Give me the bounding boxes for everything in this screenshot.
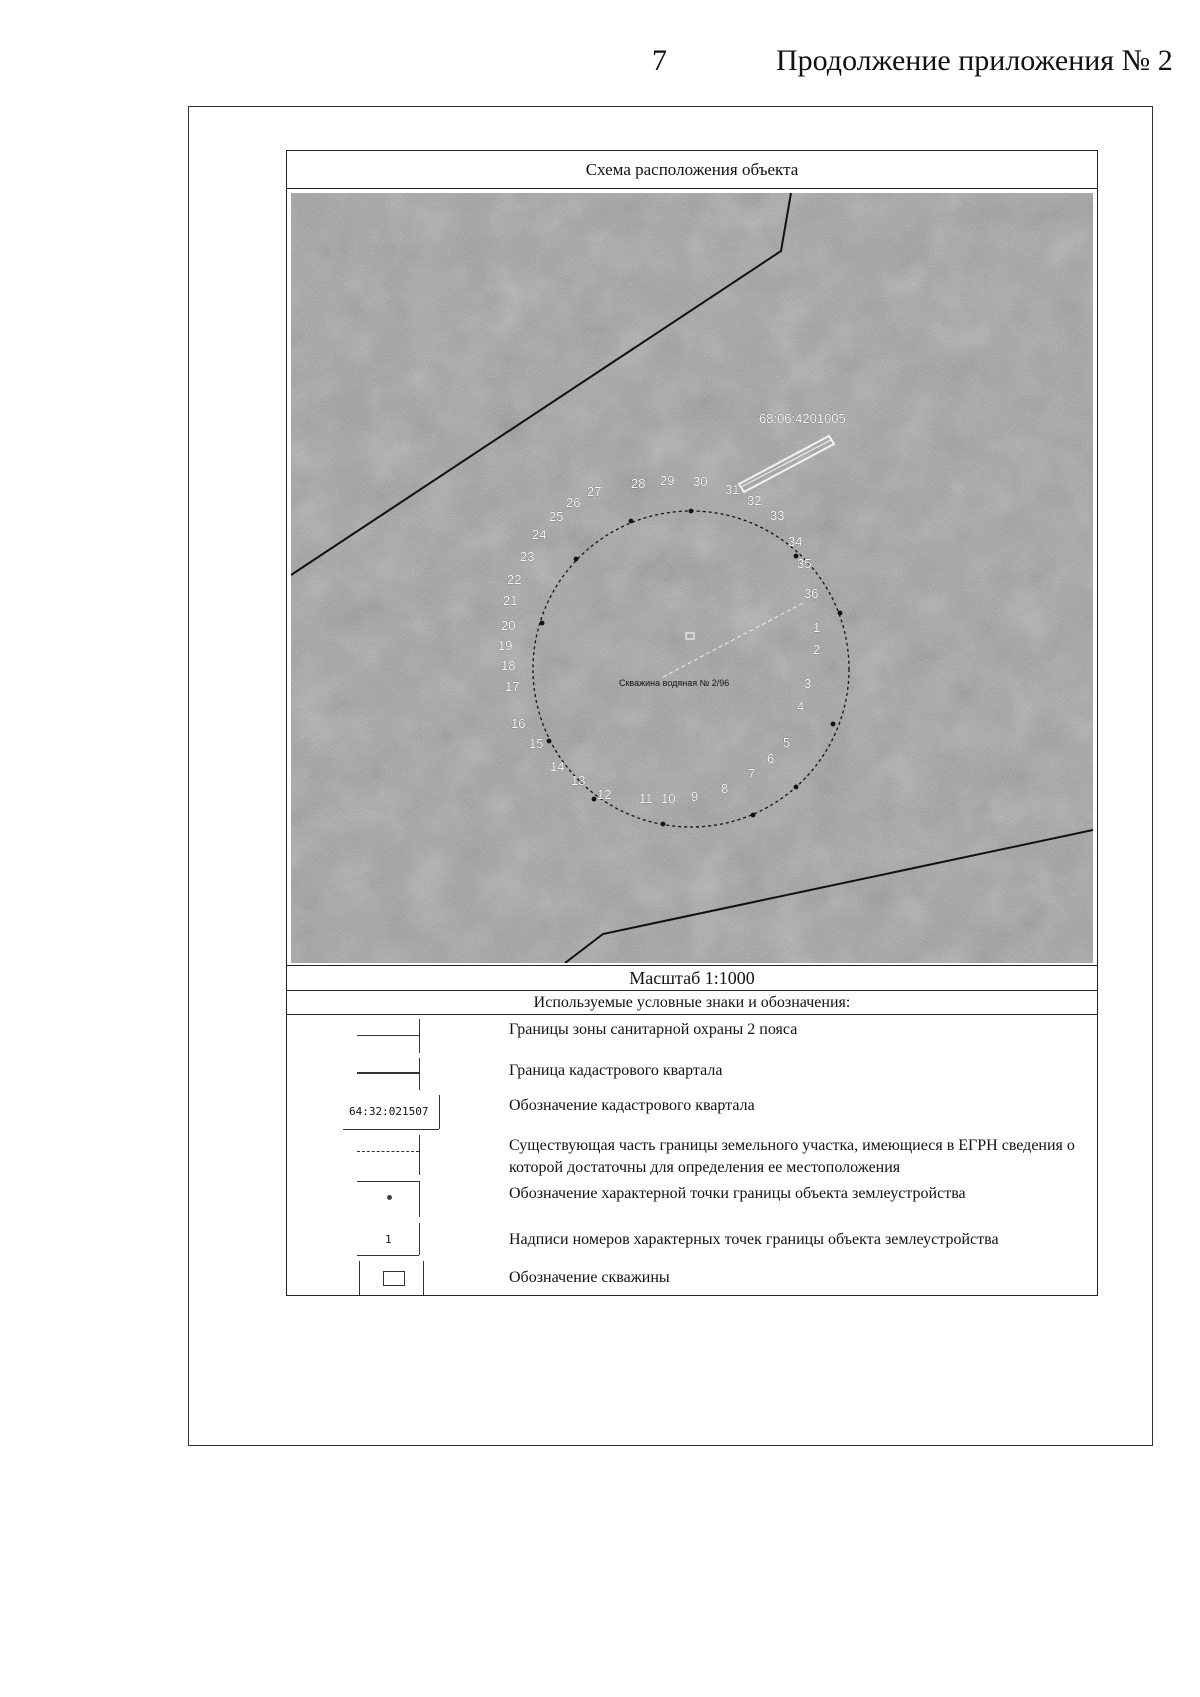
legend-text: Границы зоны санитарной охраны 2 пояса (509, 1021, 798, 1038)
point-label: 13 (571, 773, 586, 788)
boundary-point (547, 739, 552, 744)
legend-item-well (287, 1261, 1097, 1295)
point-label: 14 (550, 759, 565, 774)
legend-item-existing-boundary (287, 1133, 1097, 1179)
point-label: 15 (529, 736, 544, 751)
point-label: 16 (511, 716, 526, 731)
scheme-title: Схема расположения объекта (287, 151, 1097, 189)
legend-item-sanitary-zone (287, 1017, 1097, 1055)
legend-text: Обозначение скважины (509, 1269, 670, 1286)
point-label: 23 (520, 549, 535, 564)
point-label: 8 (721, 781, 729, 796)
legend-item-cadastral-boundary (287, 1056, 1097, 1092)
legend-title: Используемые условные знаки и обозначения: (287, 993, 1097, 1015)
boundary-point (540, 621, 545, 626)
well-icon (383, 1271, 405, 1286)
boundary-point (831, 722, 836, 727)
point-label: 25 (549, 509, 564, 524)
point-label: 30 (693, 474, 708, 489)
boundary-point (629, 519, 634, 524)
legend-sample-number: 1 (385, 1233, 392, 1246)
point-label: 27 (587, 484, 602, 499)
point-label: 10 (661, 791, 676, 806)
point-label: 33 (770, 508, 785, 523)
legend-text: Надписи номеров характерных точек границы объекта землеустройства (509, 1231, 999, 1248)
point-label: 36 (804, 586, 819, 601)
scheme-frame (286, 150, 1098, 1296)
legend-item-point-number (287, 1223, 1097, 1259)
boundary-point (661, 822, 666, 827)
legend-text: Обозначение кадастрового квартала (509, 1097, 755, 1114)
point-label: 21 (503, 593, 518, 608)
point-label: 17 (505, 679, 520, 694)
point-label: 26 (566, 495, 581, 510)
point-label: 35 (797, 556, 812, 571)
boundary-point (751, 813, 756, 818)
point-label: 28 (631, 476, 646, 491)
well-label: Скважина водяная № 2/96 (619, 678, 730, 688)
map-scale: Масштаб 1:1000 (287, 965, 1097, 991)
appendix-title: Продолжение приложения № 2 (776, 44, 1173, 77)
point-label: 1 (813, 620, 821, 635)
legend-text: Граница кадастрового квартала (509, 1062, 723, 1079)
boundary-point (689, 509, 694, 514)
point-label: 18 (501, 658, 516, 673)
legend-item-cadastral-label (287, 1093, 1097, 1131)
point-label: 11 (639, 791, 653, 806)
cadastral-quarter-label: 68:06:4201005 (759, 411, 846, 426)
point-label: 24 (532, 527, 547, 542)
point-label: 19 (498, 638, 513, 653)
point-label: 29 (660, 473, 675, 488)
point-label: 31 (725, 482, 740, 497)
aerial-map (291, 193, 1093, 963)
point-label: 6 (767, 751, 775, 766)
point-label: 4 (797, 699, 805, 714)
point-label: 20 (501, 618, 516, 633)
boundary-point (838, 611, 843, 616)
boundary-point (574, 557, 579, 562)
point-label: 32 (747, 493, 762, 508)
boundary-point (794, 785, 799, 790)
point-label: 2 (813, 642, 821, 657)
point-label: 5 (783, 735, 791, 750)
legend-text: Существующая часть границы земельного участка, имеющиеся в ЕГРН сведения о которой достаточны для определения ее местоположения (509, 1137, 1075, 1176)
legend-text: Обозначение характерной точки границы объекта землеустройства (509, 1185, 966, 1202)
boundary-point (592, 797, 597, 802)
point-label: 22 (507, 572, 522, 587)
page-number: 7 (652, 44, 667, 77)
point-label: 12 (597, 787, 612, 802)
point-label: 7 (748, 766, 756, 781)
legend-item-boundary-point (287, 1181, 1097, 1221)
point-label: 9 (691, 789, 699, 804)
point-label: 3 (804, 676, 812, 691)
point-label: 34 (788, 534, 803, 549)
point-marker-icon (387, 1195, 392, 1200)
legend-sample-cadastral: 64:32:021507 (349, 1105, 429, 1118)
